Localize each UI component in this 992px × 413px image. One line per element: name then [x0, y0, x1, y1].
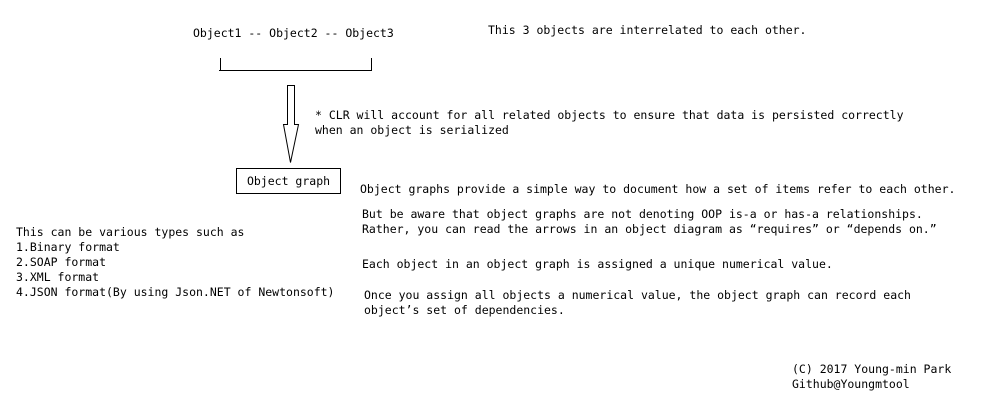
desc-dependencies: [364, 288, 911, 318]
clr-note-line: when an object is serialized: [315, 123, 509, 137]
clr-note-line: * CLR will account for all related objects to ensure that data is persisted correctly: [315, 108, 904, 122]
desc-aware-line: Rather, you can read the arrows in an object diagram as “requires” or “depends on.”: [362, 222, 937, 236]
down-arrow: [284, 86, 299, 163]
desc-aware: [362, 207, 937, 237]
format-item: 3.XML format: [16, 270, 100, 284]
objects-line: Object1 -- Object2 -- Object3: [193, 26, 394, 40]
objects-bracket: [219, 58, 372, 71]
desc-dependencies-line: Once you assign all objects a numerical value, the object graph can record each: [364, 288, 911, 302]
object-graph-box: [236, 168, 341, 194]
github-text: Github@Youngmtool: [792, 377, 910, 391]
desc-dependencies-line: object’s set of dependencies.: [364, 303, 565, 317]
format-item: 4.JSON format(By using Json.NET of Newtonsoft): [16, 285, 335, 299]
desc-aware-line: But be aware that object graphs are not denoting OOP is-a or has-a relationships.: [362, 207, 923, 221]
copyright-text: (C) 2017 Young-min Park: [792, 362, 952, 376]
format-item: 2.SOAP format: [16, 255, 107, 269]
desc-simple-way: Object graphs provide a simple way to document how a set of items refer to each other.: [360, 182, 956, 196]
interrelated-note: This 3 objects are interrelated to each other.: [488, 23, 807, 37]
format-item: 1.Binary format: [16, 240, 120, 254]
object-graph-label: Object graph: [246, 174, 331, 188]
desc-unique-value: Each object in an object graph is assigned a unique numerical value.: [362, 257, 833, 271]
clr-note: [315, 108, 904, 138]
credits: [792, 362, 951, 392]
formats-list: [16, 225, 335, 300]
formats-intro: This can be various types such as: [16, 225, 245, 239]
